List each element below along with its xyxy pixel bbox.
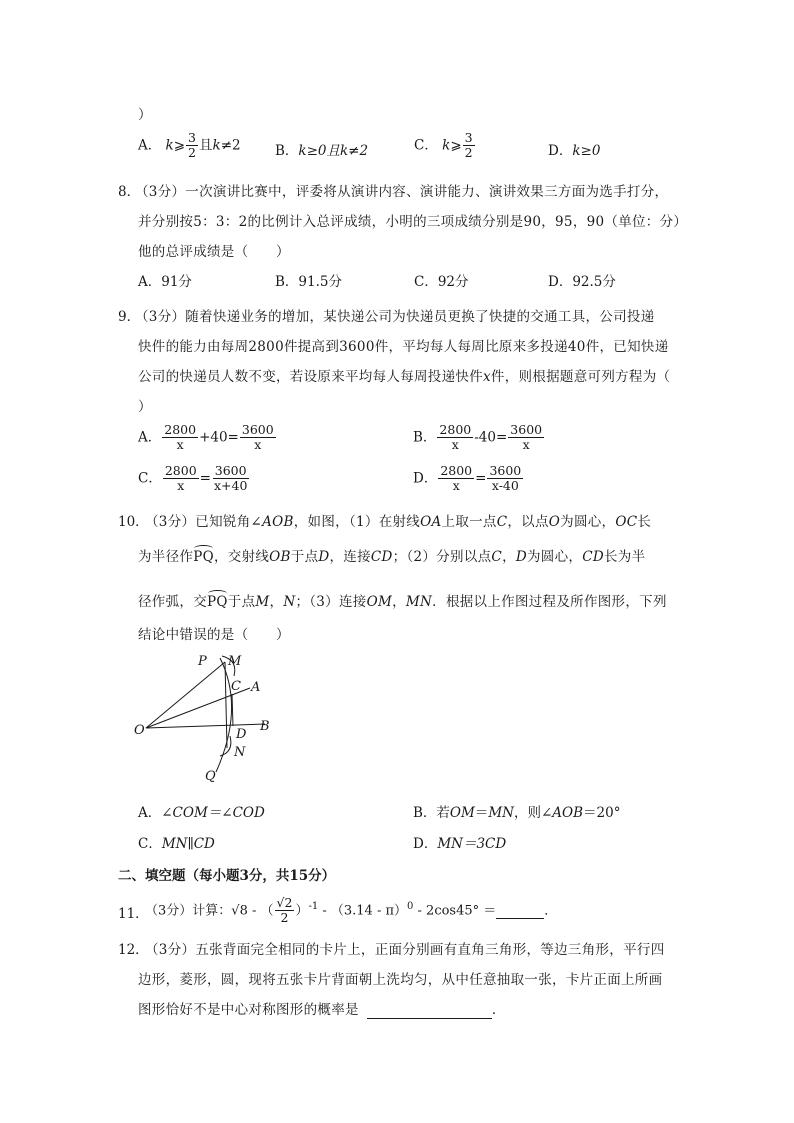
option-text: MN＝3CD xyxy=(437,836,507,852)
text: ；（2）分别以点 xyxy=(392,549,492,565)
var-k: k xyxy=(442,137,451,154)
text: ， xyxy=(502,549,516,565)
answer-blank[interactable] xyxy=(496,903,544,919)
q11-expression xyxy=(145,896,557,926)
var-k: k xyxy=(165,137,174,154)
frac-num: 3600 xyxy=(510,422,543,437)
answer-blank[interactable] xyxy=(367,1002,492,1019)
q10-line4: 结论中错误的是（ ） xyxy=(138,627,290,643)
q9-line3 xyxy=(138,365,670,385)
text: ；（3）连接 xyxy=(295,594,367,610)
option-label: C． xyxy=(414,137,438,154)
text: 为半径作 xyxy=(138,549,194,565)
fraction xyxy=(162,423,198,453)
text: ．根据以上作图过程及所作图形，下列 xyxy=(432,594,667,610)
text: - 2cos45° ＝ xyxy=(413,903,497,919)
math: OB xyxy=(269,549,291,565)
math: C xyxy=(491,549,503,565)
text: 长 xyxy=(637,514,652,530)
text: ） xyxy=(295,903,309,919)
fraction xyxy=(163,464,199,494)
operator: +40= xyxy=(199,429,239,446)
q8-option-a[interactable]: A．91分 xyxy=(138,274,192,290)
text: ，交射线 xyxy=(213,549,270,565)
text-and: 且 xyxy=(199,137,213,154)
q10-line1 xyxy=(145,510,651,530)
q11-number: 11． xyxy=(118,906,149,922)
q10-option-a[interactable] xyxy=(138,801,265,821)
frac-num: 2800 xyxy=(164,422,197,437)
q8-number: 8． xyxy=(118,184,141,200)
math: CD xyxy=(582,549,604,565)
ge-sign: ⩾ xyxy=(173,137,186,154)
segment-om xyxy=(146,662,225,728)
math: OC xyxy=(615,514,638,530)
fraction xyxy=(212,464,249,494)
q9-option-d[interactable] xyxy=(413,464,524,494)
text: 为圆心， xyxy=(560,514,616,530)
frac-num: 3 xyxy=(464,130,473,145)
text: ． xyxy=(544,903,558,919)
section-title: 二、填空题（每小题3分，共15分） xyxy=(118,868,336,884)
option-label: B． xyxy=(275,143,299,159)
frac-num: 2800 xyxy=(440,463,473,478)
text: ，连接 xyxy=(329,549,371,565)
q8-option-b[interactable]: B．91.5分 xyxy=(275,274,342,290)
text: 长为半 xyxy=(603,549,646,565)
label-c: C xyxy=(231,679,241,694)
fraction xyxy=(437,423,473,453)
math: N xyxy=(283,594,296,610)
q8-option-d[interactable]: D．92.5分 xyxy=(548,274,616,290)
frac-den: 2 xyxy=(280,910,289,926)
label-m: M xyxy=(228,654,242,669)
frac-num: 3600 xyxy=(489,463,522,478)
option-label: A． xyxy=(138,137,162,154)
segment-cd xyxy=(232,694,233,726)
fraction xyxy=(186,131,198,161)
operator: = xyxy=(199,470,211,487)
text: ＝20° xyxy=(583,805,621,821)
q12-line2: 边形，菱形，圆，现将五张卡片背面朝上洗均匀，从中任意抽取一张，卡片正面上所画 xyxy=(138,972,663,988)
frac-den: 2 xyxy=(464,145,473,161)
math: OM xyxy=(366,594,393,610)
q8-line2: 并分别按5：3：2的比例计入总评成绩，小明的三项成绩分别是90，95，90（单位：分） xyxy=(138,214,688,230)
math: OM xyxy=(449,805,475,821)
text: ， xyxy=(269,594,284,610)
label-a: A xyxy=(251,680,261,695)
fraction xyxy=(240,423,276,453)
math: M xyxy=(255,594,270,610)
var-k: k xyxy=(212,137,221,154)
q7-option-a[interactable] xyxy=(138,131,241,161)
text: 件，则根据题意可列方程为（ xyxy=(490,369,671,385)
frac-num: √2 xyxy=(276,895,293,910)
text: ＝ xyxy=(474,805,489,821)
math: MN xyxy=(488,805,514,821)
label-q: Q xyxy=(205,769,216,784)
math: D xyxy=(515,549,527,565)
q12-line1: （3分）五张背面完全相同的卡片上，正面分别画有直角三角形，等边三角形，平行四 xyxy=(145,942,665,958)
math: CD xyxy=(370,549,393,565)
option-text: k≥0且k≠2 xyxy=(298,143,369,159)
text: ，如图，（1）在射线 xyxy=(293,514,421,530)
option-label: C． xyxy=(138,836,162,852)
option-text: MN∥CD xyxy=(161,836,215,852)
frac-den: x+40 xyxy=(213,478,248,494)
text: 径作弧，交 xyxy=(138,594,207,610)
option-label: A． xyxy=(138,805,162,821)
label-o: O xyxy=(134,723,145,738)
option-label: D． xyxy=(548,143,573,159)
ray-oa xyxy=(146,688,250,728)
label-n: N xyxy=(234,745,246,760)
frac-num: 2800 xyxy=(164,463,197,478)
q7-option-b[interactable] xyxy=(275,139,368,159)
var-x: x xyxy=(483,369,491,385)
frac-den: x xyxy=(452,478,460,494)
text: 公司的快递员人数不变，若设原来平均每人每周投递快件 xyxy=(138,369,483,385)
q7-option-d[interactable] xyxy=(548,139,600,159)
text: （3分）计算： xyxy=(145,903,232,919)
q10-line3 xyxy=(138,590,667,610)
ge-sign: ⩾ xyxy=(450,137,462,154)
q10-option-b[interactable] xyxy=(413,801,620,821)
q9-option-a[interactable] xyxy=(138,423,277,453)
operator: -40= xyxy=(474,429,508,446)
option-label: B． xyxy=(413,805,437,821)
math: ∠AOB xyxy=(250,514,294,530)
math: D xyxy=(318,549,330,565)
exponent: 0 xyxy=(407,901,414,913)
q8-line3: 他的总评成绩是（ ） xyxy=(138,244,290,260)
text: - （ xyxy=(247,903,274,919)
math: O xyxy=(548,514,561,530)
frac-den: x xyxy=(451,437,459,453)
label-b: B xyxy=(260,719,270,734)
q10-option-c[interactable] xyxy=(138,832,215,852)
frac-den: x xyxy=(176,437,184,453)
option-label: A． xyxy=(138,429,162,446)
q8-line1: （3分）一次演讲比赛中，评委将从演讲内容、演讲能力、演讲效果三方面为选手打分， xyxy=(135,184,669,200)
q8-option-c[interactable]: C．92分 xyxy=(414,274,469,290)
sqrt-8: √8 xyxy=(231,903,248,919)
q12-number: 12． xyxy=(118,942,149,958)
fraction xyxy=(438,464,474,494)
q7-option-c[interactable] xyxy=(414,131,476,161)
option-label: B． xyxy=(413,429,437,446)
frac-num: 3600 xyxy=(241,422,274,437)
frac-den: x-40 xyxy=(491,478,519,494)
text: 上取一点 xyxy=(441,514,497,530)
frac-num: 3600 xyxy=(214,463,247,478)
q9-option-b[interactable] xyxy=(413,423,545,453)
fraction xyxy=(463,131,475,161)
frac-den: x xyxy=(522,437,530,453)
ray-ob xyxy=(146,724,265,728)
text-ne: ≠2 xyxy=(220,137,241,154)
option-text: ∠COM＝∠COD xyxy=(161,805,265,821)
frac-den: x xyxy=(254,437,262,453)
math: ∠AOB xyxy=(540,805,584,821)
text: 为圆心， xyxy=(527,549,583,565)
text: ． xyxy=(491,1002,506,1018)
q10-line2 xyxy=(138,545,645,565)
q7-continuation: ） xyxy=(138,107,152,123)
frac-num: 3 xyxy=(188,130,196,145)
frac-num: 2800 xyxy=(439,422,472,437)
text: ，则 xyxy=(513,805,541,821)
operator: = xyxy=(475,470,487,487)
q9-line1: （3分）随着快递业务的增加，某快递公司为快递员更换了快捷的交通工具，公司投递 xyxy=(135,309,655,325)
frac-den: 2 xyxy=(188,145,196,161)
label-d: D xyxy=(236,727,247,742)
fraction xyxy=(487,464,523,494)
q10-option-d[interactable] xyxy=(413,832,506,852)
arc-pq: PQ xyxy=(207,594,228,610)
math: OA xyxy=(420,514,442,530)
text: 图形恰好不是中心对称图形的概率是 xyxy=(138,1002,359,1018)
frac-den: x xyxy=(177,478,185,494)
math: C xyxy=(496,514,508,530)
q12-line3 xyxy=(138,998,506,1019)
label-p: P xyxy=(198,654,207,669)
q9-line4: ） xyxy=(138,399,152,415)
text: - （3.14 - π） xyxy=(318,903,408,919)
arc-pq: PQ xyxy=(193,549,214,565)
exponent: -1 xyxy=(308,901,319,913)
option-label: C． xyxy=(138,470,162,487)
option-text: k≥0 xyxy=(572,143,601,159)
option-label: D． xyxy=(413,470,438,487)
geometry-figure xyxy=(130,648,290,788)
option-label: D． xyxy=(413,836,438,852)
text: 于点 xyxy=(290,549,319,565)
math: MN xyxy=(405,594,433,610)
text: 若 xyxy=(436,805,450,821)
q9-line2: 快件的能力由每周2800件提高到3600件，平均每人每周比原来多投递40件，已知快递 xyxy=(138,339,669,355)
q9-number: 9． xyxy=(118,309,141,325)
text: ， xyxy=(392,594,406,610)
text: ，以点 xyxy=(507,514,549,530)
text: 于点 xyxy=(227,594,256,610)
fraction xyxy=(508,423,544,453)
q9-option-c[interactable] xyxy=(138,464,250,494)
text: （3分）已知锐角 xyxy=(145,514,251,530)
fraction xyxy=(275,896,295,926)
q10-number: 10． xyxy=(118,514,149,530)
